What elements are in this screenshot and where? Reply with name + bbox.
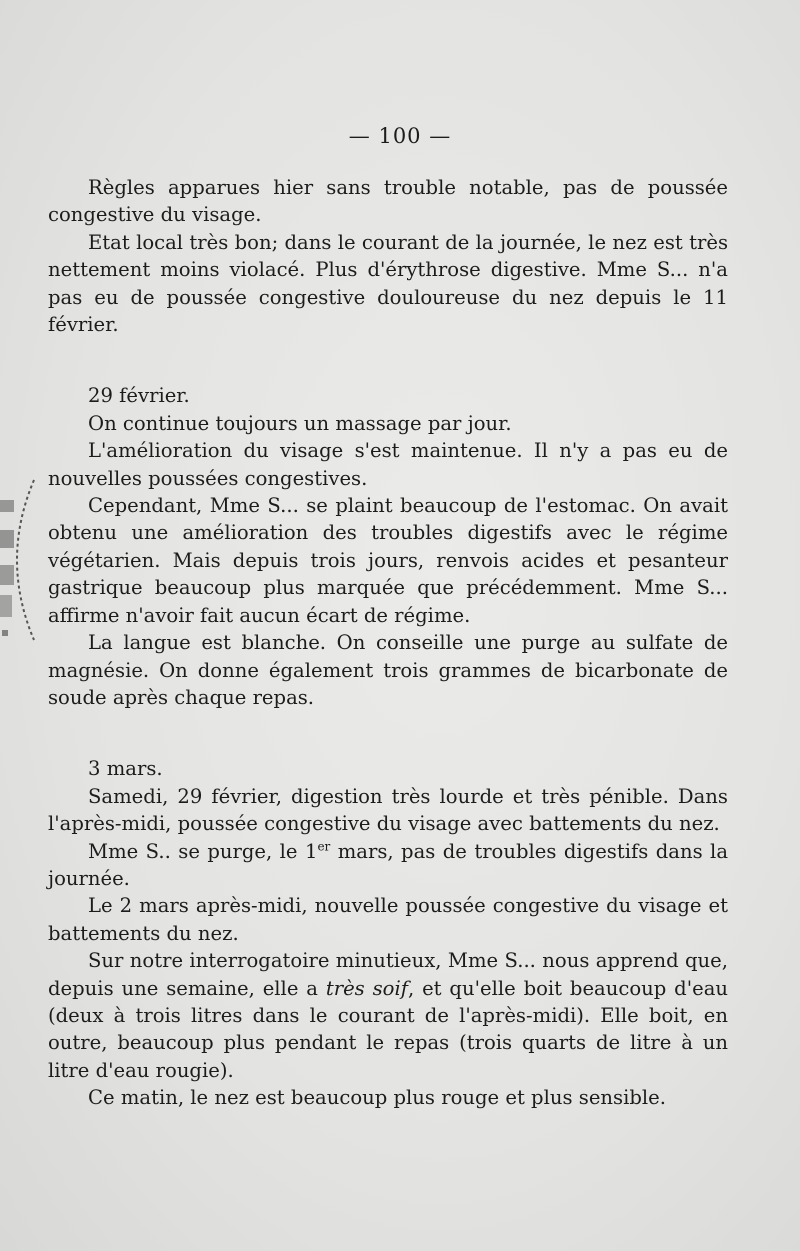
text-run: , et qu'elle boit beaucoup d'eau (deux à trois litres dans le courant de l'après-midi). Elle boit, en outre, beaucoup plus pendant le repas (trois quarts de litre à un litre d'eau rougie). xyxy=(48,976,728,1082)
paragraph: L'amélioration du visage s'est maintenue. Il n'y a pas eu de nouvelles poussées congestives. xyxy=(48,439,728,490)
page-number: — 100 — xyxy=(348,124,452,148)
text-run: mars, pas de troubles digestifs dans la journée. xyxy=(48,839,729,890)
paragraph: Ce matin, le nez est beaucoup plus rouge et plus sensible. xyxy=(88,1086,666,1110)
paragraph: Samedi, 29 février, digestion très lourde et très pénible. Dans l'après-midi, poussée congestive du visage avec battements du nez. xyxy=(48,784,728,836)
entry-date: 29 février. xyxy=(88,384,190,408)
paragraph: La langue est blanche. On conseille une purge au sulfate de magnésie. On donne également trois grammes de bicarbonate de soude après chaque repas. xyxy=(48,631,728,709)
paragraph: Etat local très bon; dans le courant de la journée, le nez est très nettement moins violacé. Plus d'érythrose digestive. Mme S... n'a pas eu de poussée congestive douloureuse du nez depuis le 11 février. xyxy=(48,230,728,337)
library-stamp-icon xyxy=(0,470,38,650)
paragraph: Cependant, Mme S... se plaint beaucoup de l'estomac. On avait obtenu une amélioration des troubles digestifs avec le régime végétarien. Mais depuis trois jours, renvois acides et pesanteur gastrique beaucoup plus marquée que précédemment. Mme S... affirme n'avoir fait aucun écart de régime. xyxy=(48,494,728,627)
paragraph: Le 2 mars après-midi, nouvelle poussée congestive du visage et battements du nez. xyxy=(48,894,728,945)
body-text xyxy=(48,174,728,1112)
paragraph: On continue toujours un massage par jour. xyxy=(88,411,512,435)
paragraph xyxy=(48,838,728,893)
paragraph: Règles apparues hier sans trouble notable, pas de poussée congestive du visage. xyxy=(48,176,728,227)
paragraph xyxy=(48,947,728,1084)
emphasis: très soif xyxy=(325,976,408,1000)
text-run: Sur notre interrogatoire minutieux, Mme S... nous apprend que, depuis une semaine, elle a xyxy=(48,949,728,1000)
text-run: Mme S.. se purge, le 1 xyxy=(88,839,318,863)
superscript: er xyxy=(317,839,331,853)
entry-date: 3 mars. xyxy=(88,757,163,781)
